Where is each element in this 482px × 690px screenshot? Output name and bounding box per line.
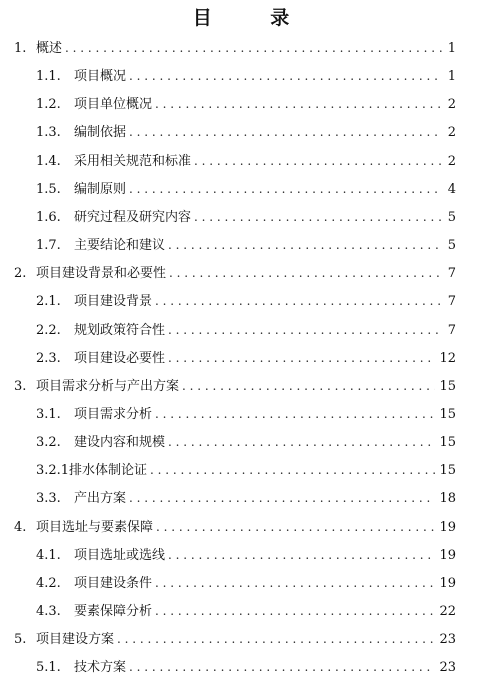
toc-chapter-entry[interactable] <box>14 263 456 283</box>
dot-leader <box>129 659 435 675</box>
dot-leader <box>150 462 435 478</box>
toc-entry-page-number: 1 <box>447 41 456 56</box>
toc-entry-page-number: 19 <box>439 547 456 563</box>
dot-leader <box>194 153 442 169</box>
toc-entry-label: 项目建设背景和必要性 <box>36 266 167 282</box>
toc-entry-number: 3.1. <box>36 406 61 422</box>
dot-leader <box>169 265 442 281</box>
toc-chapter-entry[interactable] <box>14 629 456 649</box>
toc-section-entry[interactable] <box>36 573 456 593</box>
toc-entry-page-number: 15 <box>439 378 456 394</box>
toc-section-entry[interactable] <box>36 291 456 311</box>
toc-entry-label: 项目需求分析与产出方案 <box>36 378 180 394</box>
toc-entry-number: 4. <box>14 519 27 535</box>
toc-chapter-entry[interactable] <box>14 376 456 396</box>
toc-entry-label: 产出方案 <box>74 491 127 507</box>
toc-entry-page-number: 19 <box>439 575 456 591</box>
toc-entry-label: 项目建设背景 <box>74 294 153 310</box>
toc-entry-number: 1.7. <box>36 238 61 254</box>
toc-entry-number: 4.1. <box>36 547 61 563</box>
toc-section-entry[interactable] <box>36 235 456 255</box>
toc-entry-label: 研究过程及研究内容 <box>74 209 192 225</box>
toc-entry-page-number: 7 <box>447 294 456 310</box>
toc-entry-label: 项目建设条件 <box>74 575 153 591</box>
toc-entry-label: 技术方案 <box>74 660 127 676</box>
dot-leader <box>129 181 442 197</box>
page-title: 目 录 <box>192 7 316 29</box>
dot-leader <box>129 490 435 506</box>
toc-entry-label: 编制依据 <box>74 125 127 141</box>
toc-entry-number: 1.6. <box>36 209 61 225</box>
toc-entry-number: 4.2. <box>36 575 61 591</box>
toc-entry-label: 要素保障分析 <box>74 604 153 619</box>
dot-leader <box>155 603 435 619</box>
toc-entry-label: 主要结论和建议 <box>74 238 166 254</box>
toc-entry-number: 2.2. <box>36 322 61 338</box>
toc-entry-label: 项目概况 <box>74 69 127 85</box>
toc-section-entry[interactable] <box>36 460 456 480</box>
toc-section-entry[interactable] <box>36 545 456 565</box>
toc-entry-page-number: 23 <box>439 632 456 648</box>
toc-entry-number: 1.5. <box>36 181 61 197</box>
dot-leader <box>155 96 442 112</box>
toc-entry-label: 概述 <box>36 41 63 56</box>
toc-section-entry[interactable] <box>36 207 456 227</box>
toc-entry-label: 项目单位概况 <box>74 97 153 113</box>
toc-section-entry[interactable] <box>36 179 456 199</box>
toc-entry-page-number: 5 <box>447 209 456 225</box>
toc-entry-page-number: 2 <box>447 125 456 141</box>
dot-leader <box>65 40 442 56</box>
toc-entry-page-number: 7 <box>447 266 456 282</box>
toc-entry-number: 1.1. <box>36 69 61 85</box>
toc-entry-page-number: 4 <box>447 181 456 197</box>
toc-entry-label: 项目选址或选线 <box>74 547 166 563</box>
dot-leader <box>129 68 442 84</box>
toc-entry-page-number: 15 <box>439 463 456 479</box>
toc-entry-number: 3. <box>14 378 27 394</box>
toc-section-entry[interactable] <box>36 320 456 340</box>
toc-entry-number: 3.3. <box>36 491 61 507</box>
dot-leader <box>155 293 442 309</box>
toc-entry-page-number: 15 <box>439 406 456 422</box>
toc-entry-label: 编制原则 <box>74 181 127 197</box>
toc-chapter-entry[interactable] <box>14 38 456 58</box>
toc-entry-page-number: 1 <box>447 69 456 85</box>
toc-entry-page-number: 2 <box>447 97 456 113</box>
toc-entry-number: 1.4. <box>36 153 61 169</box>
toc-entry-page-number: 12 <box>439 350 456 366</box>
toc-entry-page-number: 15 <box>439 435 456 451</box>
dot-leader <box>168 237 442 253</box>
toc-entry-label: 建设内容和规模 <box>74 435 166 451</box>
toc-entry-label: 项目建设必要性 <box>74 350 166 366</box>
dot-leader <box>117 631 435 647</box>
dot-leader <box>194 209 442 225</box>
toc-entry-number: 5. <box>14 632 27 648</box>
toc-entry-number: 3.2.1 <box>36 463 70 479</box>
dot-leader <box>129 124 442 140</box>
toc-section-entry[interactable] <box>36 122 456 142</box>
toc-entry-number: 1.3. <box>36 125 61 141</box>
toc-entry-number: 2.3. <box>36 350 61 366</box>
toc-entry-number: 2. <box>14 266 27 282</box>
toc-section-entry[interactable] <box>36 66 456 86</box>
toc-section-entry[interactable] <box>36 657 456 677</box>
dot-leader <box>156 519 435 535</box>
toc-entry-number: 3.2. <box>36 435 61 451</box>
toc-entry-number: 1. <box>14 41 27 56</box>
dot-leader <box>168 434 435 450</box>
toc-chapter-entry[interactable] <box>14 517 456 537</box>
toc-entry-label: 项目选址与要素保障 <box>36 519 154 535</box>
toc-entry-label: 项目需求分析 <box>74 406 153 422</box>
toc-section-entry[interactable] <box>36 601 456 621</box>
toc-entry-label: 项目建设方案 <box>36 632 115 648</box>
toc-entry-number: 5.1. <box>36 660 61 676</box>
toc-entry-number: 4.3. <box>36 604 61 619</box>
toc-entry-number: 2.1. <box>36 294 61 310</box>
dot-leader <box>155 575 435 591</box>
toc-section-entry[interactable] <box>36 404 456 424</box>
toc-entry-page-number: 2 <box>447 153 456 169</box>
toc-section-entry[interactable] <box>36 348 456 368</box>
toc-entry-page-number: 19 <box>439 519 456 535</box>
toc-entry-label: 采用相关规范和标准 <box>74 153 192 169</box>
toc-section-entry[interactable] <box>36 432 456 452</box>
dot-leader <box>168 350 435 366</box>
toc-entry-number: 1.2. <box>36 97 61 113</box>
toc-entry-page-number: 5 <box>447 238 456 254</box>
toc-entry-page-number: 23 <box>439 660 456 676</box>
toc-entry-page-number: 18 <box>439 491 456 507</box>
dot-leader <box>182 378 435 394</box>
toc-entry-label: 规划政策符合性 <box>74 322 166 338</box>
dot-leader <box>168 322 442 338</box>
dot-leader <box>155 406 435 422</box>
toc-section-entry[interactable] <box>36 151 456 171</box>
toc-entry-page-number: 7 <box>447 322 456 338</box>
toc-entry-page-number: 22 <box>439 604 456 619</box>
toc-section-entry[interactable] <box>36 488 456 508</box>
toc-entry-label: 排水体制论证 <box>69 463 148 479</box>
toc-section-entry[interactable] <box>36 94 456 114</box>
dot-leader <box>168 547 435 563</box>
